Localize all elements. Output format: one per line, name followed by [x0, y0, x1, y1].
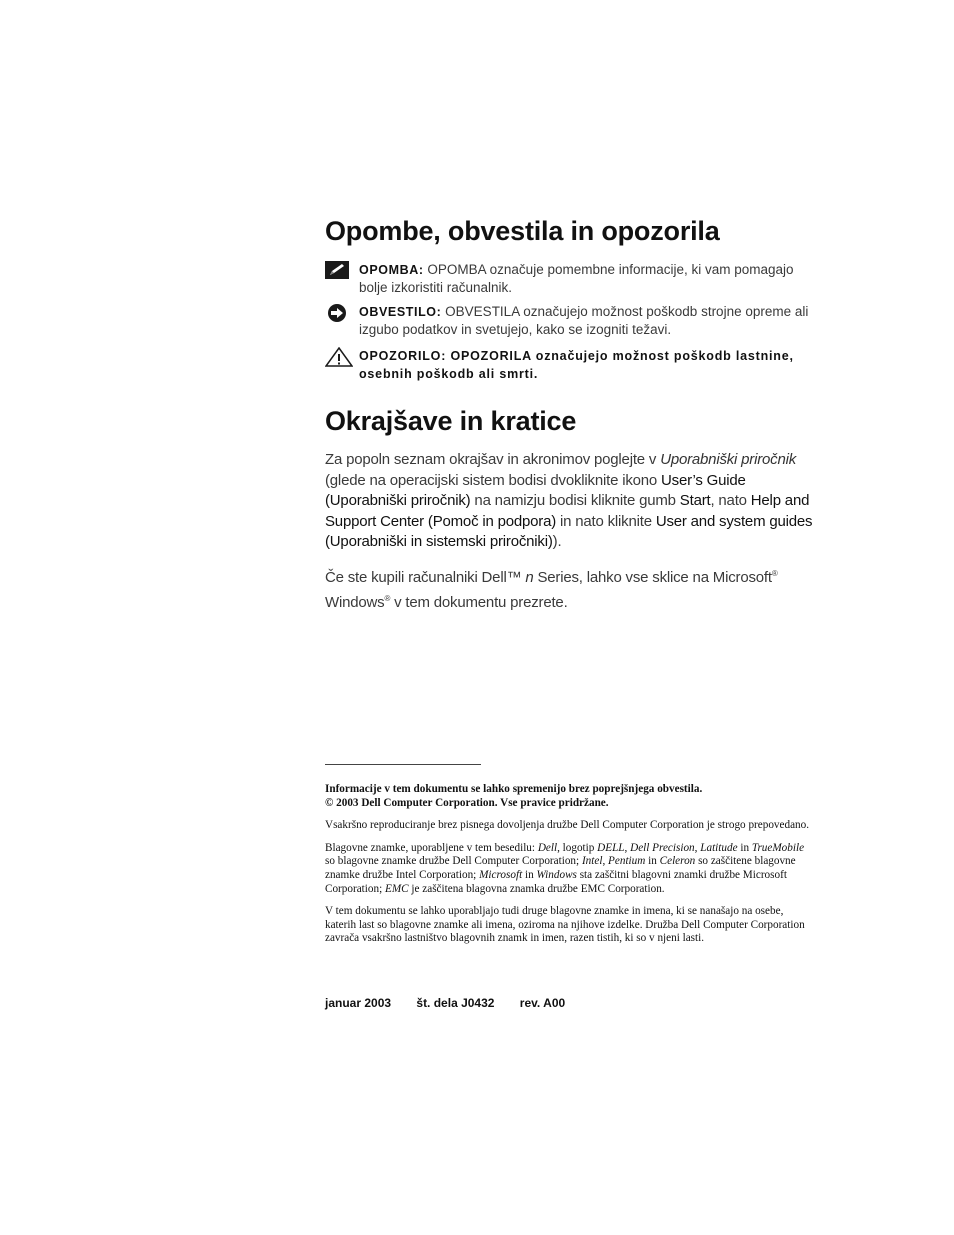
section-title-abbreviations: Okrajšave in kratice — [325, 406, 577, 436]
tm-dell: Dell — [537, 841, 558, 854]
notice-text: OBVESTILA označujejo možnost poškodb strojne opreme ali izgubo podatkov in svetujejo, kako se izogniti težavi. — [359, 304, 809, 337]
registered-mark: ® — [384, 593, 391, 603]
tm-windows: Windows — [536, 868, 577, 881]
text-run: in nato kliknite — [556, 512, 656, 530]
caution-block — [325, 347, 815, 383]
abbreviations-paragraph — [325, 450, 815, 553]
text-run: Za popoln seznam okrajšav in akronimov poglejte v — [325, 451, 661, 468]
n-italic: n — [525, 569, 534, 586]
note-label: OPOMBA: — [359, 263, 424, 277]
text-run: sta zaščitni blagovni znamki družbe Microsoft Corporation; — [325, 868, 787, 895]
text-run: Če ste kupili računalniki Dell™ — [325, 569, 526, 586]
footer-part-number: št. dela J0432 — [416, 996, 495, 1010]
notice-block — [325, 303, 815, 339]
guide-title: Uporabniški priročnik — [660, 451, 797, 468]
text-run: ). — [552, 533, 562, 550]
reproduction-notice: Vsakršno reproduciranje brez pisnega dovoljenja družbe Dell Computer Corporation je strogo prepovedano. — [325, 819, 810, 832]
document-footer — [325, 996, 587, 1010]
legal-notice — [325, 783, 815, 810]
pencil-note-icon — [325, 261, 349, 284]
text-run: , logotip — [557, 841, 598, 854]
text-run: (glede na operacijski sistem bodisi dvokliknite ikono — [325, 471, 662, 489]
text-run: so blagovne znamke družbe Dell Computer Corporation; — [325, 855, 582, 868]
section-title-notes: Opombe, obvestila in opozorila — [325, 216, 720, 246]
tm-latitude: Latitude — [700, 841, 738, 854]
text-run: so zaščitene blagovne znamke družbe Intel Corporation; — [325, 855, 796, 881]
text-run: v tem dokumentu prezrete. — [390, 593, 568, 611]
n-series-paragraph — [325, 564, 815, 613]
warning-triangle-icon — [325, 347, 353, 372]
tm-microsoft: Microsoft — [479, 868, 523, 881]
notice-label: OBVESTILO: — [359, 305, 442, 319]
registered-mark: ® — [771, 569, 778, 578]
other-trademarks-paragraph: V tem dokumentu se lahko uporabljajo tudi druge blagovne znamke in imena, ki se nanašajo na osebe, katerih last so blagovne znamke ali imena, oziroma na njihove izdelke. Družba Dell Computer Corporation zavrača vsakršno lastništvo blagovnih znamk in imen, razen tistih, ki so v njeni lasti. — [325, 905, 805, 945]
text-run: in — [522, 868, 537, 881]
ui-system-guides-label: User and system guides (Uporabniški in sistemski priročniki) — [325, 512, 813, 550]
text-run: , — [602, 855, 609, 868]
tm-emc: EMC — [384, 882, 409, 895]
text-run: , — [694, 841, 701, 854]
change-notice: Informacije v tem dokumentu se lahko spremenijo brez poprejšnjega obvestila. — [325, 783, 703, 795]
tm-dell-logo: DELL — [597, 841, 625, 854]
text-run: je zaščitena blagovna znamka družbe EMC Corporation. — [408, 882, 665, 895]
ui-start-button-label: Start — [679, 492, 711, 509]
notice-arrow-icon — [325, 303, 349, 328]
caution-text: OPOZORILA označujejo možnost poškodb lastnine, osebnih poškodb ali smrti. — [359, 349, 794, 381]
tm-precision: Dell Precision — [630, 841, 695, 854]
legal-block — [325, 783, 815, 946]
text-run: Windows — [325, 593, 385, 611]
tm-intel: Intel — [581, 855, 603, 868]
note-text: OPOMBA označuje pomembne informacije, ki vam pomagajo bolje izkoristiti računalnik. — [359, 262, 794, 295]
footnote-divider — [325, 764, 481, 765]
tm-pentium: Pentium — [608, 855, 646, 868]
note-block — [325, 261, 815, 297]
copyright-line: © 2003 Dell Computer Corporation. Vse pravice pridržane. — [325, 796, 609, 809]
trademarks-paragraph — [325, 842, 815, 896]
text-run: in — [645, 855, 660, 868]
footer-date: januar 2003 — [325, 996, 392, 1010]
caution-label: OPOZORILO: — [359, 349, 447, 363]
tm-truemobile: TrueMobile — [751, 841, 805, 854]
text-run: Blagovne znamke, uporabljene v tem besedilu: — [325, 841, 538, 854]
text-run: na namizju bodisi kliknite gumb — [470, 492, 680, 509]
ui-help-center-label: Help and Support Center (Pomoč in podpora) — [325, 492, 810, 530]
text-run: Series, lahko vse sklice na Microsoft — [533, 569, 772, 586]
text-run: , nato — [710, 492, 751, 509]
ui-users-guide-icon-label: User’s Guide (Uporabniški priročnik) — [325, 471, 746, 509]
text-run: , — [624, 841, 631, 854]
footer-revision: rev. A00 — [519, 996, 566, 1010]
tm-celeron: Celeron — [659, 855, 696, 868]
text-run: in — [737, 841, 752, 854]
